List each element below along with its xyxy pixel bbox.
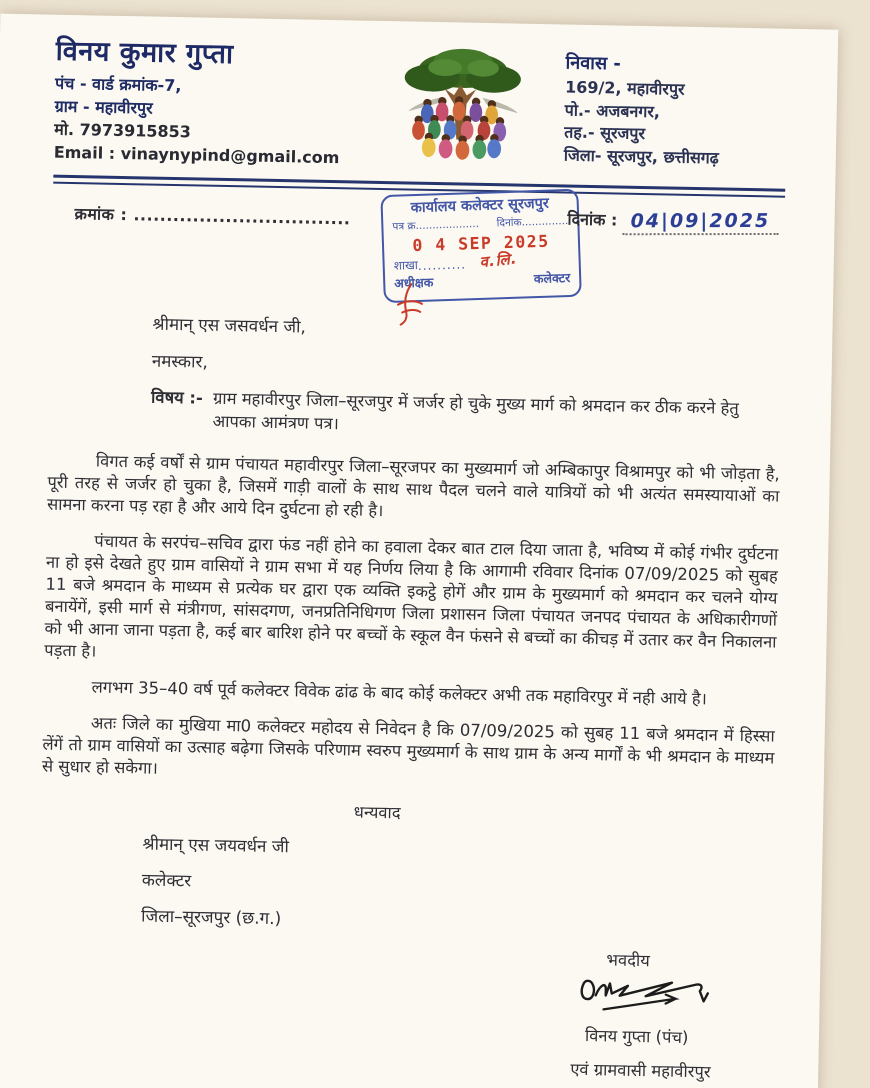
residence-title: निवास - [565,52,622,75]
stamp-collector-label: कलेक्टर [533,269,571,287]
handwritten-date: 04|09|2025 [623,210,779,235]
addressee-name: श्रीमान् एस जयवर्धन जी [142,834,290,858]
thanks-line: धन्यवाद [353,802,401,823]
stamp-received-date: 0 4 SEP 2025 [412,231,550,256]
letter-date-line [567,208,779,237]
residence-line: 169/2, महावीरपुर [564,77,685,99]
stamp-date-label: दिनांक.............. [496,214,569,230]
village-meeting-under-tree-icon [378,41,566,181]
stamp-branch-handwritten: व.लि. [479,249,519,272]
residence-line: तह.- सूरजपुर [564,122,646,144]
stamp-branch-dots: .......... [417,257,467,273]
body-paragraph-1: विगत कई वर्षों से ग्राम पंचायत महावीरपुर जिला–सूरजपर का मुख्यमार्ग जो अम्बिकापुर विश्रामपुर को भी जोड़ता है, पूरी तरह से जर्जर हो चुका है, जिसमें गाड़ी वालों के साथ साथ पैदल चलने वाले यात्रियों को भी अत्यंत समस्यायाओं का सामना करना पड़ रहा है और आये दिन दुर्घटना हो रही है। [46,451,780,521]
stamp-branch-label: शाखा [393,257,419,273]
subject-text: ग्राम महावीरपुर जिला–सूरजपुर में जर्जर हो चुके मुख्य मार्ग को श्रमदान कर ठीक करने हेतु आपका आमंत्रण पत्र। [212,388,739,434]
body-paragraph-2: पंचायत के सरपंच–सचिव द्वारा फंड नहीं होने का हवाला देकर बात टाल दिया जाता है, भविष्य में कोई गंभीर दुर्घटना ना हो इसे देखते हुए ग्राम वासियों ने ग्राम सभा में यह निर्णय लिया है कि आगामी रविवार दिनांक 07/09/2025 को सुबह 11 बजे श्रमदान के माध्यम से प्रत्येक घर द्वारा एक व्यक्ति इकट्ठे होगें और ग्राम के मुख्यमार्ग को श्रमदान कर चलने योग्य बनायेंगें, इसी मार्ग से मंत्रीगण, सांसदगण, जनप्रतिनिधिगण जिला प्रशासन जिला पंचायत जनपद पंचायत के अधिकारीगणों को भी आना जाना पड़ता है, कई बार बारिश होने पर बच्चों के स्कूल वैन फंसने से बच्चों का कीचड़ में उतार कर वैन निकालना पड़ता है। [44,531,779,661]
red-initials-scribble [391,281,438,327]
stamp-letter-no: पत्र क्र................... [392,217,480,233]
stamp-office-name: कार्यालय कलेक्टर सूरजपुर [410,195,550,217]
sender-mobile: मो. 7973915853 [54,119,192,142]
sender-email: Email : vinaynypind@gmail.com [53,142,340,168]
subject-label: विषय :- [150,387,204,408]
subject-block [150,386,781,444]
letter-number-label: क्रमांक : ................................. [74,204,351,229]
closing-word: भवदीय [606,950,650,971]
recipient-line: श्रीमान् एस जसवर्धन जी, [152,314,307,338]
meta-row [51,184,785,308]
body-paragraph-3: लगभग 35–40 वर्ष पूर्व कलेक्टर विवेक ढांढ के बाद कोई कलेक्टर अभी तक महाविरपुर में नही आये है। [91,677,708,709]
signatory-name: विनय गुप्ता (पंच) [584,1026,689,1048]
letterhead-sender-block [54,33,356,170]
sender-village: ग्राम - महावीरपुर [54,96,153,118]
letterhead [53,33,788,185]
addressee-title: कलेक्टर [141,870,192,892]
residence-line: जिला- सूरजपुर, छत्तीसगढ़ [563,145,719,168]
residence-line: पो.- अजबनगर, [564,100,661,122]
signatory-secondary: एवं ग्रामवासी महावीरपुर [570,1059,711,1082]
sender-designation: पंच - वार्ड क्रमांक-7, [54,73,182,95]
body-paragraph-4: अतः जिले का मुखिया मा0 कलेक्टर महोदय से निवेदन है कि 07/09/2025 को सुबह 11 बजे श्रमदान में हिस्सा लेंगें तो ग्राम वासियों का उत्साह बढ़ेगा जिसके परिणाम स्वरुप मुख्यमार्ग के साथ ग्राम के अन्य मार्गों के भी श्रमदान के माध्यम से सुधार हो सकेगा। [41,713,775,778]
closing-block [36,929,771,1088]
sender-name: विनय कुमार गुप्ता [55,35,234,71]
salutation: नमस्कार, [151,351,209,373]
collector-office-stamp [380,189,581,304]
letter-paper [0,14,838,1088]
handwritten-signature [575,969,746,1024]
date-label: दिनांक : [567,209,618,230]
stamp-superintendent-label: अधीक्षक [394,274,434,291]
letterhead-residence-block [564,42,788,171]
addressee-district: जिला–सूरजपुर (छ.ग.) [140,906,282,930]
